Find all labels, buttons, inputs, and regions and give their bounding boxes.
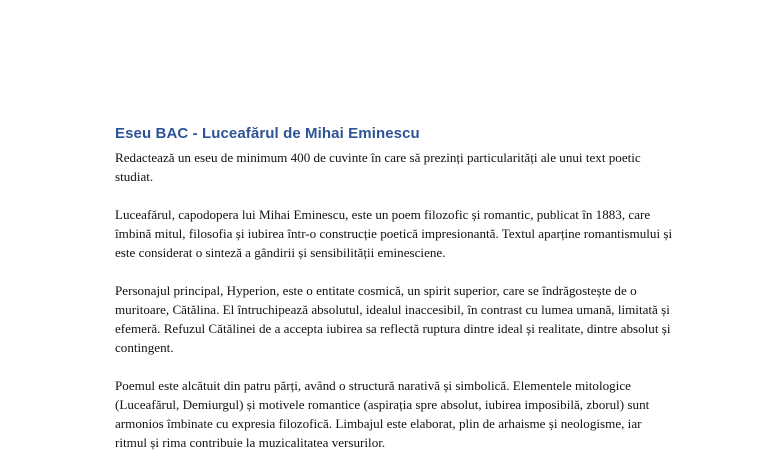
document-body [115, 124, 675, 471]
paragraph-prompt: Redactează un eseu de minimum 400 de cuvinte în care să prezinți particularități ale unui text poetic studiat. [115, 150, 641, 184]
paragraph-structure: Poemul este alcătuit din patru părți, având o structură narativă și simbolică. Elementele mitologice (Luceafărul, Demiurgul) și motivele romantice (aspirația spre absolut, iubirea imposibilă, zborul) sunt armonios îmbinate cu expresia filozofică. Limbajul este elaborat, plin de arhaisme și neologisme, iar ritmul și rima contribuie la muzicalitatea versurilor. [115, 378, 650, 450]
paragraph-hyperion: Personajul principal, Hyperion, este o entitate cosmică, un spirit superior, care se îndrăgostește de o muritoare, Cătălina. El întruchipează absolutul, idealul inaccesibil, în contrast cu lumea umană, limitată și efemeră. Refuzul Cătălinei de a accepta iubirea sa reflectă ruptura dintre ideal și realitate, dintre absolut și contingent. [115, 283, 671, 355]
document-title: Eseu BAC - Luceafărul de Mihai Eminescu [115, 125, 420, 142]
paragraph-introduction: Luceafărul, capodopera lui Mihai Eminescu, este un poem filozofic și romantic, publicat în 1883, care îmbină mitul, filosofia și iubirea într-o construcție poetică impresionantă. Textul aparține romantismului și este considerat o sinteză a gândirii și sensibilității eminesciene. [115, 207, 673, 260]
